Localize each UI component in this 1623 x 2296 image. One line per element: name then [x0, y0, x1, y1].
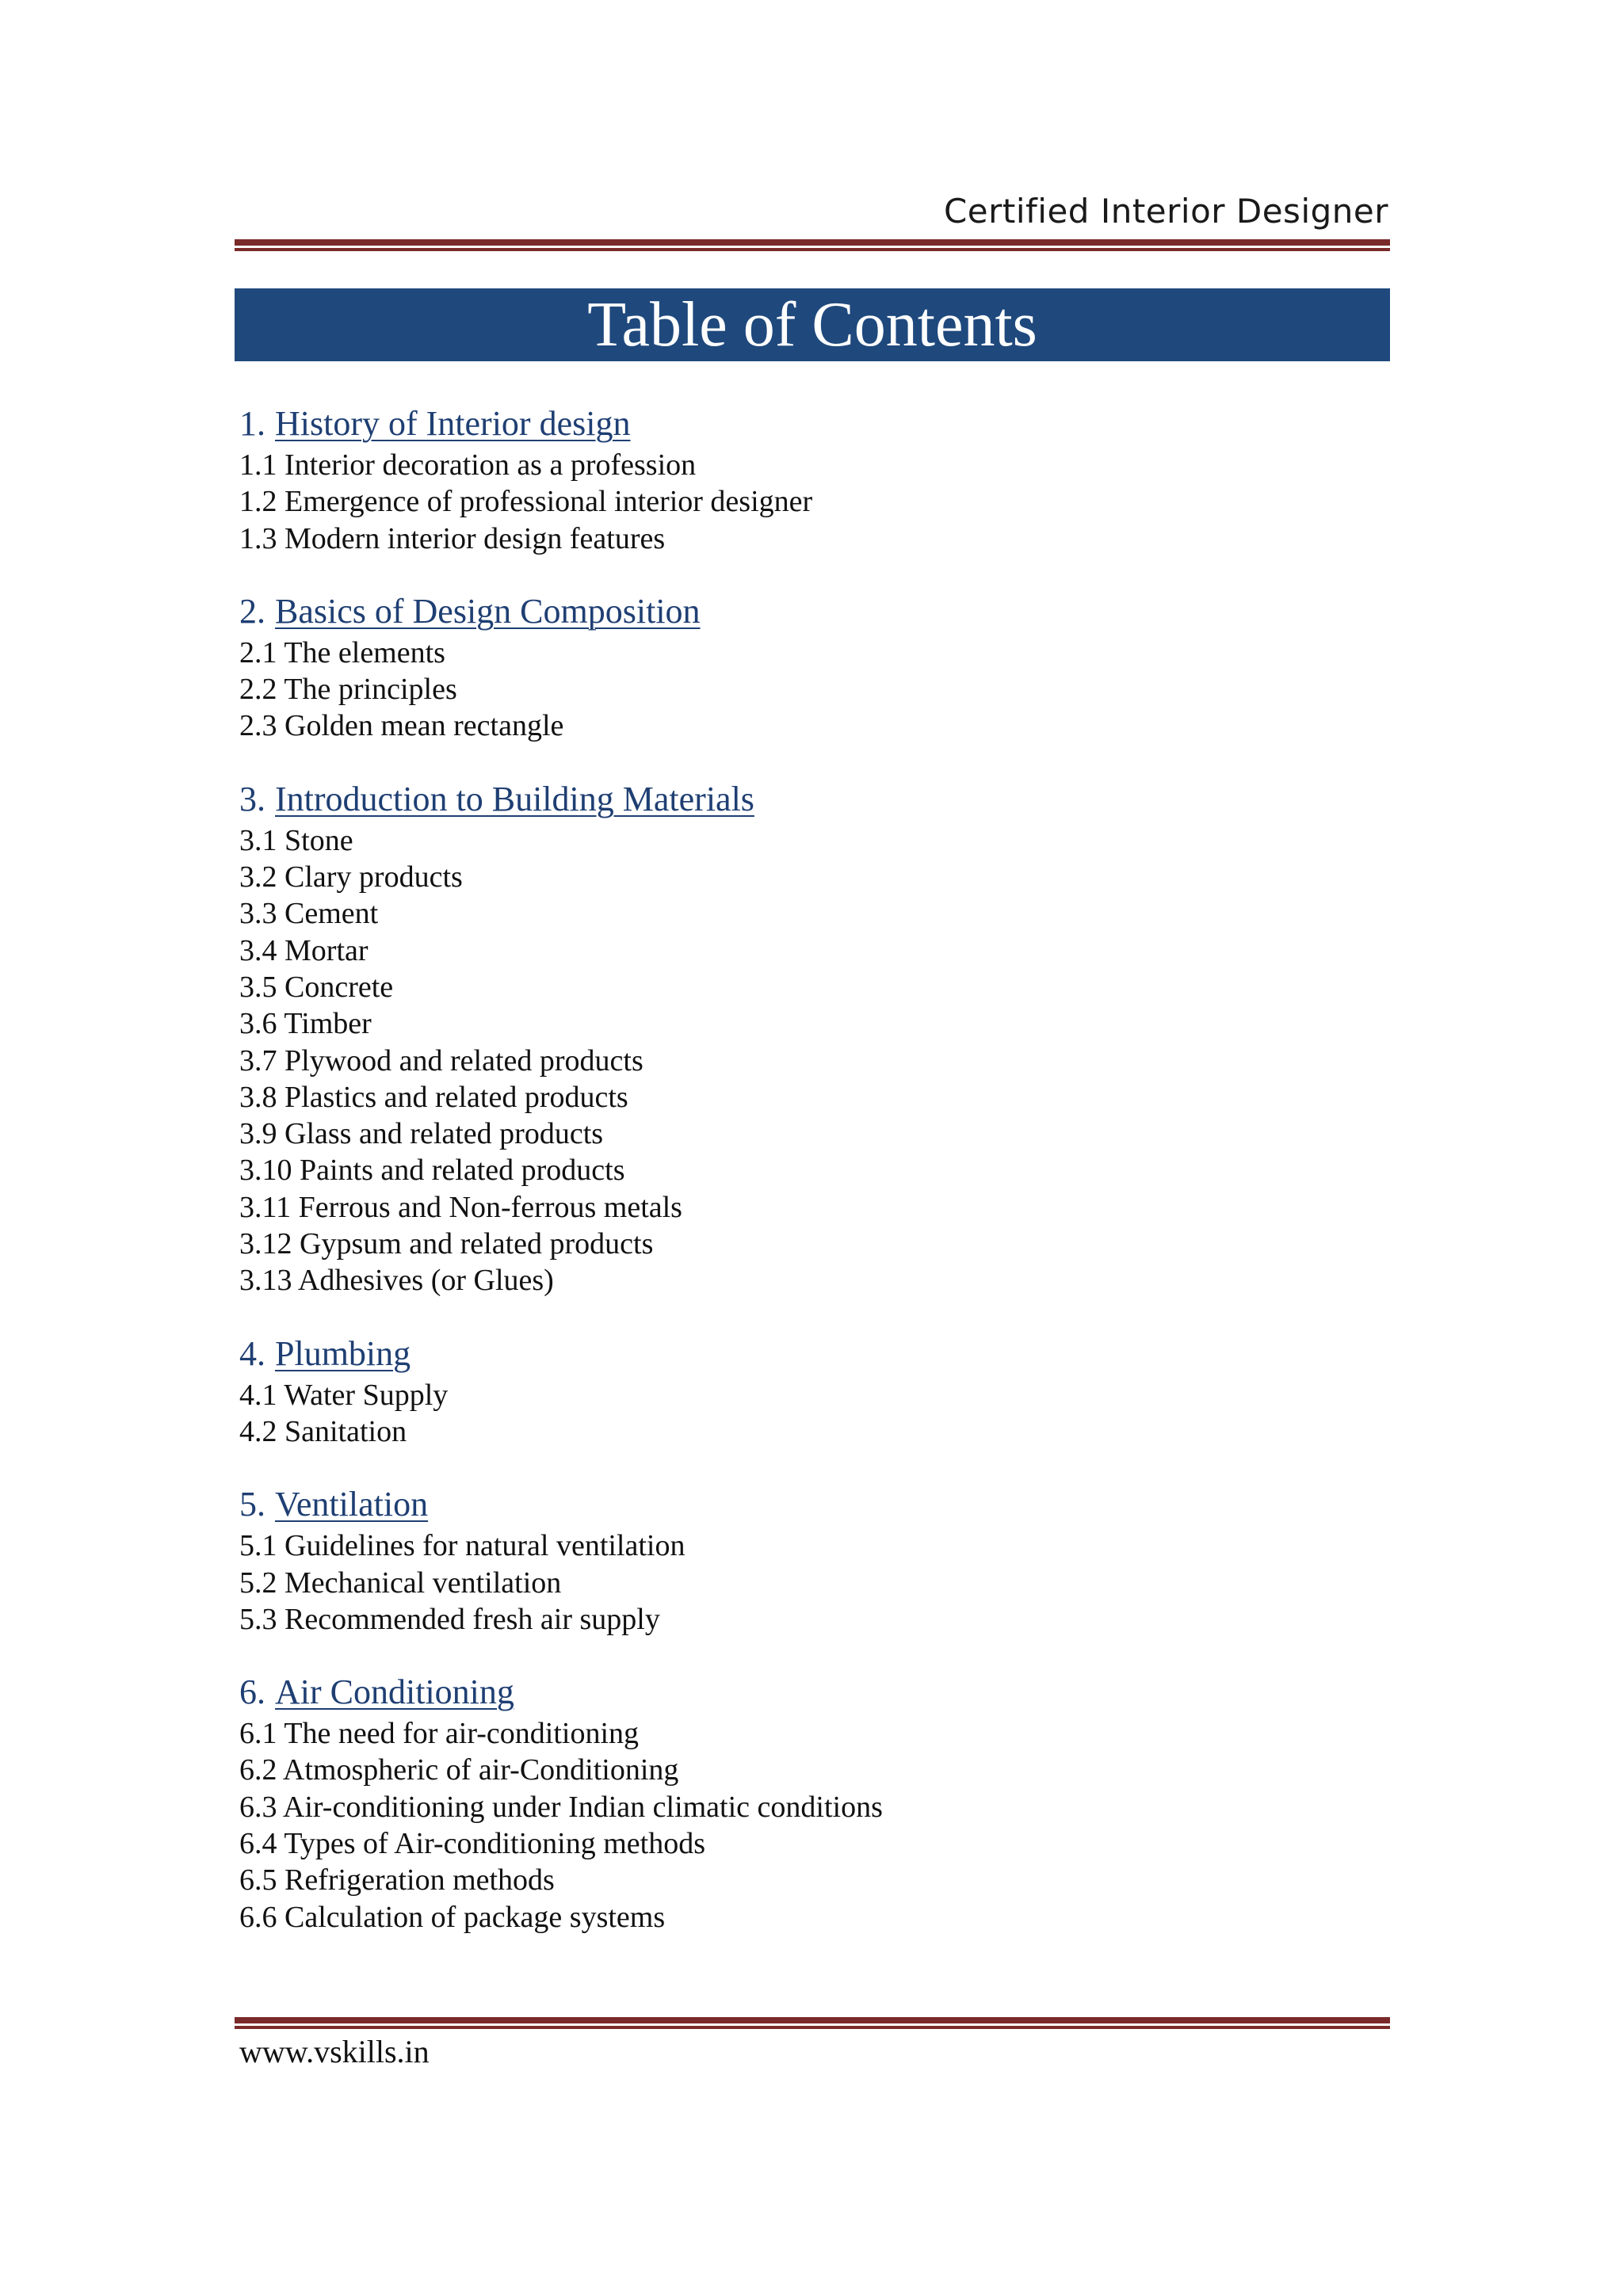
toc-subitem: 3.10 Paints and related products: [239, 1154, 625, 1188]
section-number: 2.: [239, 591, 265, 631]
toc-subitem: 3.3 Cement: [239, 897, 379, 931]
section-heading: [239, 401, 1381, 447]
toc-section: [239, 1482, 1381, 1638]
header-rule-thin: [235, 248, 1390, 251]
section-heading: [239, 1482, 1381, 1527]
section-number: 6.: [239, 1672, 265, 1712]
toc-subitem: 3.5 Concrete: [239, 970, 394, 1004]
footer-url[interactable]: www.vskills.in: [239, 2034, 430, 2069]
section-title-link[interactable]: Plumbing: [275, 1333, 411, 1373]
section-number: 4.: [239, 1333, 265, 1373]
toc-subitem: 6.3 Air-conditioning under Indian climatic conditions: [239, 1790, 883, 1824]
table-of-contents: [239, 401, 1381, 1967]
section-title-link[interactable]: History of Interior design: [275, 404, 631, 443]
running-header: Certified Interior Designer: [943, 192, 1388, 231]
toc-subitem: 3.12 Gypsum and related products: [239, 1227, 654, 1261]
toc-section: [239, 401, 1381, 557]
section-heading: [239, 1669, 1381, 1715]
section-number: 1.: [239, 404, 265, 443]
toc-section: [239, 776, 1381, 1299]
toc-subitem: 3.13 Adhesives (or Glues): [239, 1264, 554, 1298]
section-title-link[interactable]: Basics of Design Composition: [275, 591, 701, 631]
page-title: Table of Contents: [587, 290, 1037, 360]
toc-subitem: 6.4 Types of Air-conditioning methods: [239, 1827, 705, 1861]
toc-subitem: 4.1 Water Supply: [239, 1378, 449, 1412]
toc-subitem: 2.3 Golden mean rectangle: [239, 709, 564, 743]
section-title-link[interactable]: Ventilation: [275, 1485, 429, 1524]
header-rule-thick: [235, 239, 1390, 246]
footer-rule-thin: [235, 2026, 1390, 2029]
section-number: 5.: [239, 1485, 265, 1524]
section-heading: [239, 589, 1381, 635]
toc-subitem: 5.3 Recommended fresh air supply: [239, 1602, 660, 1636]
toc-subitem: 5.2 Mechanical ventilation: [239, 1566, 562, 1600]
toc-subitem: 6.2 Atmospheric of air-Conditioning: [239, 1753, 679, 1787]
toc-subitem: 1.1 Interior decoration as a profession: [239, 448, 697, 482]
section-heading: [239, 776, 1381, 822]
toc-subitem: 6.6 Calculation of package systems: [239, 1900, 666, 1934]
section-number: 3.: [239, 779, 265, 818]
toc-subitem: 2.2 The principles: [239, 673, 457, 707]
toc-section: [239, 1669, 1381, 1936]
toc-subitem: 6.5 Refrigeration methods: [239, 1863, 555, 1897]
toc-subitem: 6.1 The need for air-conditioning: [239, 1717, 640, 1751]
toc-subitem: 3.1 Stone: [239, 823, 353, 857]
toc-subitem: 1.3 Modern interior design features: [239, 521, 666, 555]
toc-section: [239, 589, 1381, 745]
section-title-link[interactable]: Air Conditioning: [275, 1672, 514, 1712]
footer-rule-thick: [235, 2017, 1390, 2023]
toc-subitem: 3.8 Plastics and related products: [239, 1080, 628, 1114]
toc-section: [239, 1331, 1381, 1451]
toc-subitem: 5.1 Guidelines for natural ventilation: [239, 1529, 685, 1563]
toc-subitem: 3.9 Glass and related products: [239, 1117, 604, 1151]
toc-subitem: 3.6 Timber: [239, 1007, 372, 1041]
section-title-link[interactable]: Introduction to Building Materials: [275, 779, 754, 818]
toc-subitem: 4.2 Sanitation: [239, 1414, 407, 1448]
toc-subitem: 3.4 Mortar: [239, 933, 369, 967]
toc-subitem: 3.2 Clary products: [239, 860, 463, 894]
section-heading: [239, 1331, 1381, 1377]
toc-subitem: 3.7 Plywood and related products: [239, 1043, 643, 1077]
toc-subitem: 1.2 Emergence of professional interior designer: [239, 485, 813, 519]
toc-subitem: 2.1 The elements: [239, 635, 445, 669]
title-banner: [235, 288, 1390, 361]
toc-subitem: 3.11 Ferrous and Non-ferrous metals: [239, 1190, 682, 1224]
